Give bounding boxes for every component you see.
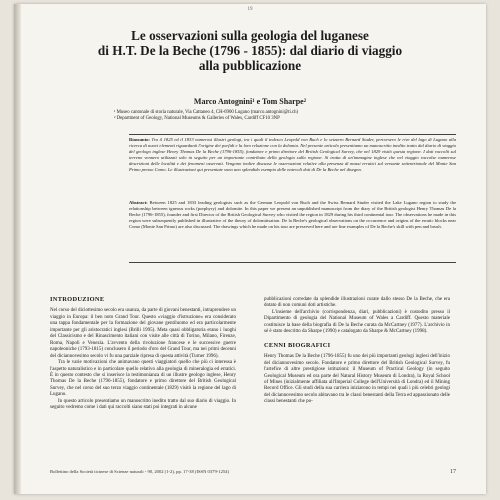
left-column bbox=[50, 297, 236, 412]
paragraph: L'insieme dell'archivio (corrispondenza, diari, pubblicazioni) è custodito presso il Dipartimento di geologia del National Museum of Wales a Cardiff. Questo materiale costituisce la base della biografia di De la Beche curata da McCartney (1977). L'archivio in sé è stato descritto da Sharpe (1990) e catalogato da Sharpe & McCartney (1998). bbox=[264, 309, 450, 335]
section-heading-cenni-biografici: CENNI BIOGRAFICI bbox=[264, 341, 331, 349]
abstract-english bbox=[129, 200, 456, 230]
paragraph: Tra le varie motivazioni che animavano questi viaggiatori quello che più ci interessa è l'aspetto naturalistico e in particolare quello relativo alla geologia di mineralogia ed erratici. È in questo contesto che si inserisce la testimonianza di un illustre geologo inglese, Henry Thomas De la Beche (1796-1855), fondatore e primo direttore del British Geological Survey, che nel corso del suo terzo viaggio continentale (1829) visitò la regione del lago di Lugano. bbox=[50, 360, 236, 398]
page-number: 17 bbox=[450, 469, 456, 475]
page-footer bbox=[50, 469, 456, 475]
paragraph: In questo articolo presentiamo un manoscritto inedito tratto dal suo diario di viaggio. In seguito vedremo come i dati qui raccolti siano stati poi integrati in alcune bbox=[50, 398, 236, 411]
abstract-en-text: Between 1825 and 1833 leading geologists such as the German Leopold von Buch and the Swiss Bernard Studer visited the Lake Lugano region to study the relationship between igneous rocks (porphyry) and dolomite. In this paper we present an unpublished manuscript from the diary of the British geologist Henry Thomas De la Beche (1796-1855), founder and first Director of the British Geological Survey who visited the region in 1829 during his third continental tour. The observations he made in this region were subsequently published in illustrative of the theory of dolomitisation. De la Beche's geological observations on the occurrence and origins of the erratic blocks near Como (Monte San Primo) are also discussed. The drawings which he made on his tour are preserved here and are fine examples of De la Beche's skill with pen and brush. bbox=[129, 200, 456, 230]
binding-shadow bbox=[14, 4, 21, 494]
page-marker: 19 bbox=[247, 7, 253, 12]
section-heading-introduzione: INTRODUZIONE bbox=[50, 296, 105, 303]
abstract-italian bbox=[129, 137, 456, 174]
title-line-1: Le osservazioni sulla geologia del luganese bbox=[131, 28, 369, 43]
paper-page bbox=[14, 4, 486, 494]
paragraph: Nel corso del diciottesimo secolo era usanza, da parte di giovani benestanti, intraprendere un viaggio in Europa: il ben noto Grand Tour. Questo «viaggio d'istruzione» era considerato una tappa fondamentale per la formazione del giovane gentiluomo ed era particolarmente importante per gli aristocratici inglesi (Brilli 1995). Meta quasi obbligatoria erano i luoghi del Classicismo e del Rinascimento italiani con visite alle città di Torino, Milano, Firenze, Roma, Napoli e Venezia. L'avvento della rivoluzione francese e le successive guerre napoleoniche (1793-1815) conclusero il periodo d'oro del Grand Tour, ma nei primi decenni del diciannovesimo secolo vi fu una parziale ripresa di questa attività (Turner 1996). bbox=[50, 308, 236, 359]
abstract-it-text: Tra il 1825 ed il 1833 numerosi illustri geologi, tra i quali il tedesco Leopold von Buch e lo svizzero Bernard Studer, percorsero le rive del lago di Lugano alla ricerca di nuovi elementi riguardanti l'origine dei porfidi e la loro relazione con la dolomia. Nel presente articolo presentiamo un manoscritto inedito tratto dal diario di viaggio del geologo inglese Henry Thomas De la Beche (1796-1855), fondatore e primo direttore del British Geological Survey, che nel 1829 visitò questa regione. I dati raccolti sul terreno vennero utilizzati solo in seguito per un importante contributo della geologia sulla regione. Si tratta di un'immagine inglese che nel viaggio raccolse numerose descrizioni delle località e dei fenomeni osservati. Vengono inoltre discusse le osservazioni relative alla presenza di massi erratici sul versante settentrionale del Monte San Primo presso Como. Le illustrazioni qui presentate sono uno splendido esempio delle notevoli doti di De la Beche nel disegno. bbox=[129, 137, 457, 173]
paragraph: pubblicazioni corredate da splendide illustrazioni curate dallo stesso De la Beche, che era dotato di non comuni doti artistiche. bbox=[264, 297, 450, 309]
abstract-it-label: Riassunto: bbox=[129, 137, 150, 142]
journal-citation: Bollettino della Società ticinese di Scienze naturali - 90, 2002 (1-2), pp. 17-38 (ISSN 0379-1254) bbox=[50, 469, 229, 474]
affiliation-1: ¹ Museo cantonale di storia naturale, Via Cattaneo 4, CH-6900 Lugano (marco.antognini@ti.ch) bbox=[114, 110, 299, 115]
authors: Marco Antognini¹ e Tom Sharpe² bbox=[193, 97, 307, 106]
abstract-bottom-rule bbox=[129, 262, 456, 263]
title-line-3: alla pubblicazione bbox=[198, 58, 302, 73]
right-column bbox=[264, 297, 450, 406]
affiliations bbox=[114, 110, 426, 122]
title-line-2: di H.T. De la Beche (1796 - 1855): dal diario di viaggio bbox=[97, 43, 403, 58]
abstract-top-rule bbox=[129, 134, 456, 135]
abstract-en-label: Abstract: bbox=[129, 200, 148, 205]
paragraph: Henry Thomas De la Beche (1796-1855) fu uno dei più importanti geologi inglesi dell'inizio del diciannovesimo secolo. Fondatore e primo direttore del British Geological Survey, fu l'artefice di altre prestigiose istituzioni: il Museum of Practical Geology (in seguito Geological Museum ed ora parte del Natural History Museum di Londra), la Royal School of Mines (inizialmente affiliata all'Imperial College dell'Università di Londra) ed il Mining Record Office. Gli studi della sua carriera iniziarono in tempi nei quali i più celebri geologi del diciannovesimo secolo abitavano tra le classi benestanti della Terra ed appassionato delle classi benestanti che po- bbox=[264, 354, 450, 405]
paper-title bbox=[54, 28, 446, 73]
affiliation-2: ² Department of Geology, National Museums & Galleries of Wales, Cardiff CF10 3NP bbox=[114, 116, 280, 122]
